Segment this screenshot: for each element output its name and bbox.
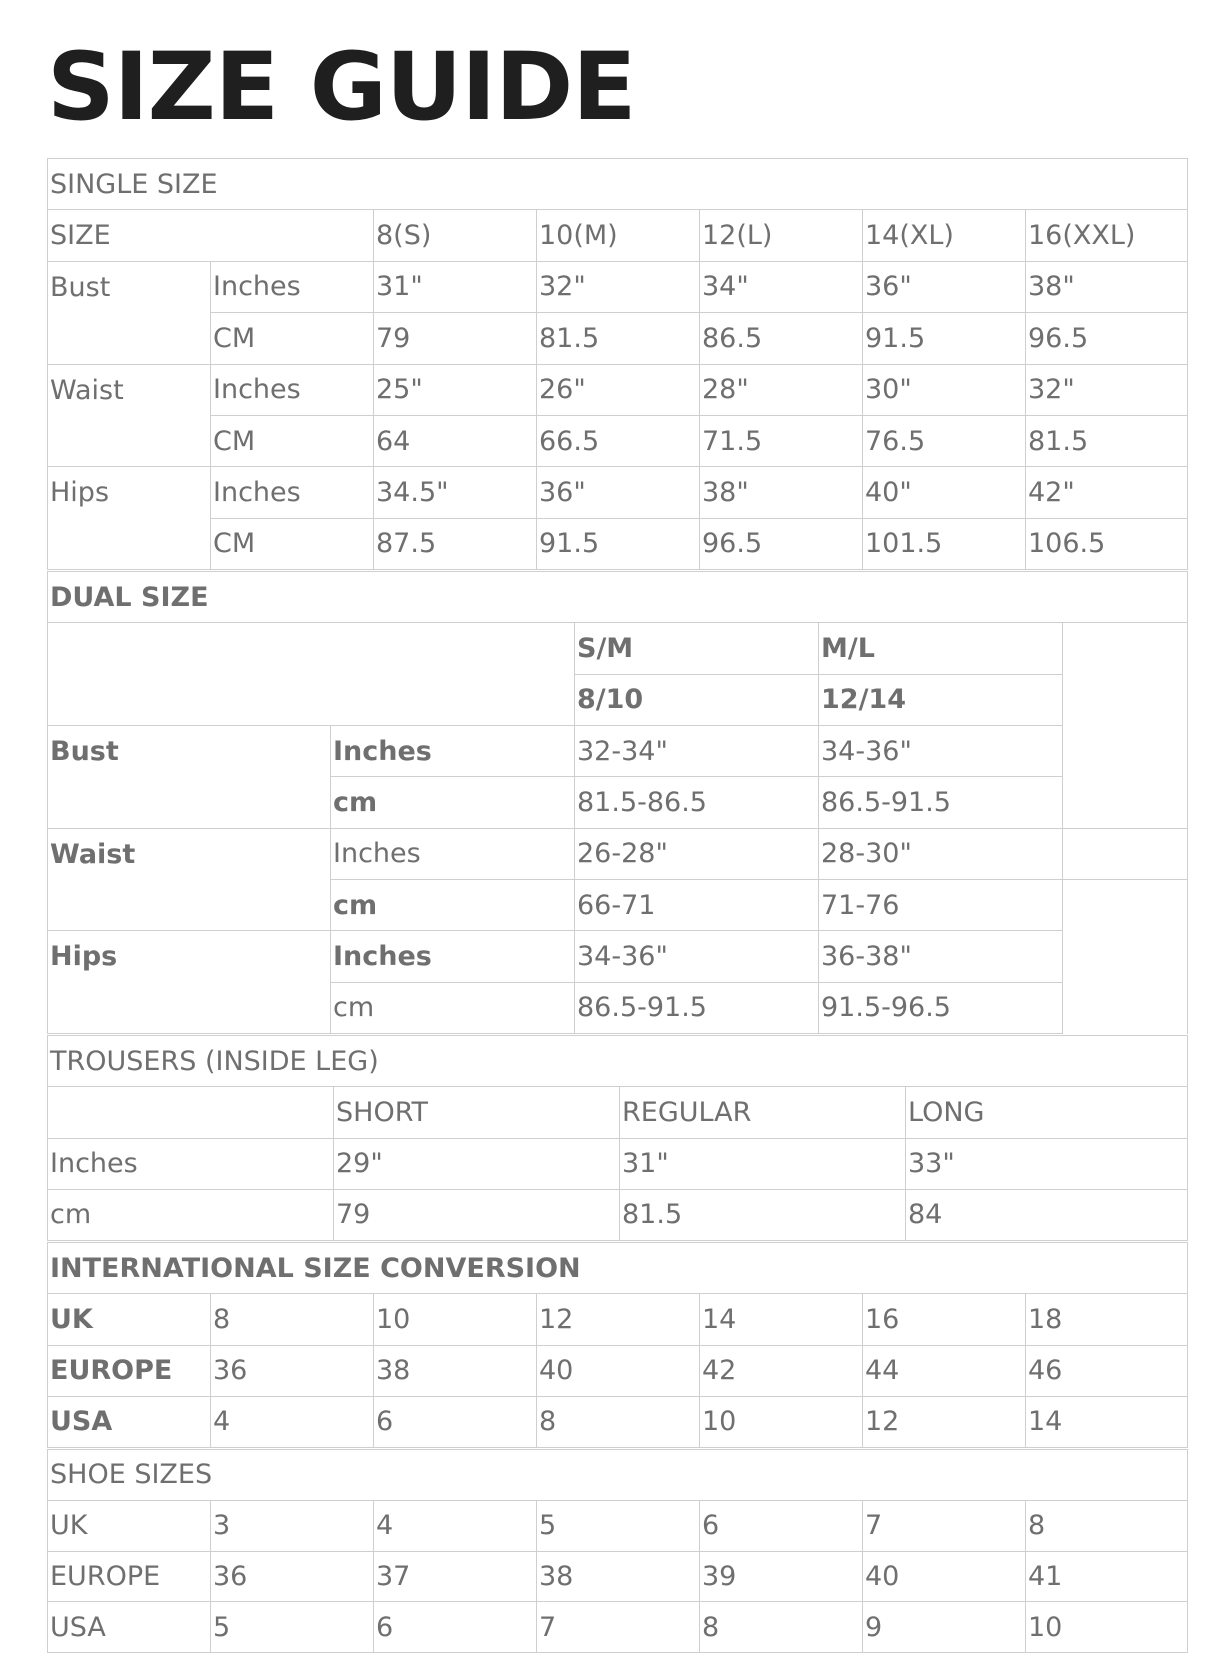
value-cell: 26-28": [575, 828, 819, 879]
length-header: REGULAR: [620, 1087, 906, 1138]
length-header: SHORT: [334, 1087, 620, 1138]
value-cell: 38": [700, 467, 863, 518]
value-cell: 81.5: [620, 1189, 906, 1240]
size-header: 8(S): [374, 210, 537, 261]
measure-label-bust: Bust: [48, 261, 211, 364]
value-cell: 25": [374, 364, 537, 415]
value-cell: 36": [863, 261, 1026, 312]
value-cell: 28": [700, 364, 863, 415]
measure-label-bust: Bust: [48, 725, 331, 828]
empty-cell: [48, 623, 575, 726]
unit-label: CM: [211, 518, 374, 569]
value-cell: 29": [334, 1138, 620, 1189]
value-cell: 36-38": [819, 931, 1063, 982]
value-cell: 26": [537, 364, 700, 415]
value-cell: 14: [1026, 1396, 1188, 1447]
value-cell: 87.5: [374, 518, 537, 569]
value-cell: 41: [1026, 1551, 1188, 1602]
trousers-table: [47, 1035, 1188, 1241]
value-cell: 33": [906, 1138, 1188, 1189]
value-cell: 64: [374, 415, 537, 466]
value-cell: 38: [537, 1551, 700, 1602]
measure-label-hips: Hips: [48, 467, 211, 570]
value-cell: 10: [1026, 1602, 1188, 1653]
value-cell: 34.5": [374, 467, 537, 518]
value-cell: 46: [1026, 1345, 1188, 1396]
unit-label: CM: [211, 415, 374, 466]
value-cell: 81.5-86.5: [575, 777, 819, 828]
value-cell: 86.5-91.5: [819, 777, 1063, 828]
value-cell: 101.5: [863, 518, 1026, 569]
value-cell: 38: [374, 1345, 537, 1396]
value-cell: 81.5: [537, 313, 700, 364]
value-cell: 39: [700, 1551, 863, 1602]
value-cell: 71-76: [819, 879, 1063, 930]
dual-size-heading: DUAL SIZE: [48, 572, 1188, 623]
single-size-section: [47, 158, 1187, 570]
empty-cell: [1063, 879, 1188, 1033]
value-cell: 32": [537, 261, 700, 312]
value-cell: 12: [863, 1396, 1026, 1447]
value-cell: 10: [374, 1294, 537, 1345]
value-cell: 91.5: [537, 518, 700, 569]
unit-label: Inches: [211, 364, 374, 415]
measure-label-waist: Waist: [48, 828, 331, 931]
value-cell: 7: [863, 1500, 1026, 1551]
value-cell: 40": [863, 467, 1026, 518]
value-cell: 36": [537, 467, 700, 518]
measure-label-waist: Waist: [48, 364, 211, 467]
value-cell: 34": [700, 261, 863, 312]
dual-size-header: M/L: [819, 623, 1063, 674]
dual-uk-size: 12/14: [819, 674, 1063, 725]
size-header: 16(XXL): [1026, 210, 1188, 261]
value-cell: 32": [1026, 364, 1188, 415]
value-cell: 32-34": [575, 725, 819, 776]
unit-label: cm: [331, 777, 575, 828]
value-cell: 106.5: [1026, 518, 1188, 569]
value-cell: 8: [537, 1396, 700, 1447]
unit-label: Inches: [331, 931, 575, 982]
unit-label: Inches: [211, 261, 374, 312]
single-size-heading: SINGLE SIZE: [48, 159, 1188, 210]
value-cell: 86.5: [700, 313, 863, 364]
value-cell: 6: [700, 1500, 863, 1551]
region-label: USA: [48, 1602, 211, 1653]
empty-cell: [1063, 828, 1188, 879]
value-cell: 9: [863, 1602, 1026, 1653]
international-heading: INTERNATIONAL SIZE CONVERSION: [48, 1243, 1188, 1294]
value-cell: 81.5: [1026, 415, 1188, 466]
value-cell: 86.5-91.5: [575, 982, 819, 1033]
page-title: SIZE GUIDE: [47, 33, 636, 142]
unit-label: cm: [331, 879, 575, 930]
value-cell: 3: [211, 1500, 374, 1551]
shoe-sizes-table: [47, 1449, 1188, 1653]
value-cell: 5: [537, 1500, 700, 1551]
value-cell: 79: [374, 313, 537, 364]
shoe-sizes-section: [47, 1449, 1187, 1653]
value-cell: 96.5: [700, 518, 863, 569]
region-label: USA: [48, 1396, 211, 1447]
value-cell: 5: [211, 1602, 374, 1653]
value-cell: 42: [700, 1345, 863, 1396]
unit-label: Inches: [331, 828, 575, 879]
value-cell: 44: [863, 1345, 1026, 1396]
dual-size-header: S/M: [575, 623, 819, 674]
region-label: EUROPE: [48, 1551, 211, 1602]
single-size-table: [47, 158, 1188, 570]
value-cell: 12: [537, 1294, 700, 1345]
size-header: 12(L): [700, 210, 863, 261]
value-cell: 37: [374, 1551, 537, 1602]
value-cell: 31": [374, 261, 537, 312]
value-cell: 38": [1026, 261, 1188, 312]
value-cell: 91.5: [863, 313, 1026, 364]
value-cell: 30": [863, 364, 1026, 415]
value-cell: 16: [863, 1294, 1026, 1345]
value-cell: 40: [863, 1551, 1026, 1602]
unit-label: Inches: [331, 725, 575, 776]
empty-cell: [48, 1087, 334, 1138]
value-cell: 36: [211, 1345, 374, 1396]
value-cell: 36: [211, 1551, 374, 1602]
dual-uk-size: 8/10: [575, 674, 819, 725]
trousers-section: [47, 1035, 1187, 1241]
value-cell: 96.5: [1026, 313, 1188, 364]
value-cell: 7: [537, 1602, 700, 1653]
value-cell: 6: [374, 1396, 537, 1447]
measure-label-hips: Hips: [48, 931, 331, 1034]
value-cell: 34-36": [819, 725, 1063, 776]
international-table: [47, 1242, 1188, 1448]
value-cell: 4: [374, 1500, 537, 1551]
international-section: [47, 1242, 1187, 1448]
value-cell: 31": [620, 1138, 906, 1189]
region-label: UK: [48, 1500, 211, 1551]
value-cell: 79: [334, 1189, 620, 1240]
empty-cell: [1063, 777, 1188, 828]
value-cell: 71.5: [700, 415, 863, 466]
unit-label: Inches: [211, 467, 374, 518]
value-cell: 28-30": [819, 828, 1063, 879]
trousers-heading: TROUSERS (INSIDE LEG): [48, 1036, 1188, 1087]
unit-label: cm: [48, 1189, 334, 1240]
unit-label: cm: [331, 982, 575, 1033]
value-cell: 84: [906, 1189, 1188, 1240]
value-cell: 34-36": [575, 931, 819, 982]
value-cell: 42": [1026, 467, 1188, 518]
value-cell: 8: [211, 1294, 374, 1345]
value-cell: 76.5: [863, 415, 1026, 466]
value-cell: 18: [1026, 1294, 1188, 1345]
region-label: UK: [48, 1294, 211, 1345]
value-cell: 10: [700, 1396, 863, 1447]
region-label: EUROPE: [48, 1345, 211, 1396]
value-cell: 91.5-96.5: [819, 982, 1063, 1033]
value-cell: 4: [211, 1396, 374, 1447]
value-cell: 8: [700, 1602, 863, 1653]
size-label: SIZE: [48, 210, 374, 261]
unit-label: CM: [211, 313, 374, 364]
value-cell: 14: [700, 1294, 863, 1345]
length-header: LONG: [906, 1087, 1188, 1138]
value-cell: 8: [1026, 1500, 1188, 1551]
value-cell: 6: [374, 1602, 537, 1653]
value-cell: 40: [537, 1345, 700, 1396]
size-header: 14(XL): [863, 210, 1026, 261]
unit-label: Inches: [48, 1138, 334, 1189]
dual-size-section: [47, 571, 1187, 1034]
size-header: 10(M): [537, 210, 700, 261]
dual-size-table: [47, 571, 1188, 1034]
shoe-sizes-heading: SHOE SIZES: [48, 1450, 1188, 1501]
empty-cell: [1063, 623, 1188, 777]
value-cell: 66-71: [575, 879, 819, 930]
value-cell: 66.5: [537, 415, 700, 466]
